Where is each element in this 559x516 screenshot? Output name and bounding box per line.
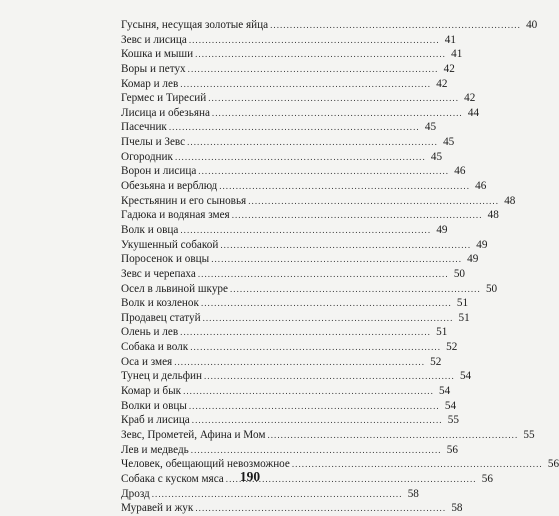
toc-entry-title: Лисица и обезьяна [121, 106, 210, 119]
toc-dot-leader [220, 238, 469, 253]
toc-entry-page: 49 [467, 253, 479, 266]
toc-dot-leader [212, 106, 461, 121]
toc-entry-page: 50 [453, 267, 466, 280]
toc-entry [121, 77, 448, 92]
toc-dot-leader [187, 135, 436, 150]
table-of-contents [121, 18, 559, 516]
toc-dot-leader [189, 33, 438, 48]
toc-entry-title: Гусыня, несущая золотые яйца [121, 19, 269, 31]
toc-entry-title: Осел в львиной шкуре [121, 282, 228, 295]
toc-entry-title: Тунец и дельфин [121, 370, 202, 383]
toc-entry-title: Пчелы и Зевс [121, 136, 186, 149]
toc-entry-title: Волк и овца [121, 223, 179, 236]
toc-entry [121, 325, 448, 340]
toc-entry-title: Гадюка и водяная змея [121, 209, 230, 222]
toc-entry [121, 428, 535, 443]
toc-dot-leader [211, 252, 460, 267]
toc-entry-title: Волки и овцы [121, 399, 187, 412]
toc-entry-title: Комар и лев [121, 77, 179, 90]
toc-entry [121, 135, 455, 150]
toc-entry [121, 33, 456, 48]
toc-entry-title: Человек, обещающий невозможное [121, 458, 290, 471]
toc-entry [121, 238, 488, 253]
toc-entry-title: Комар и бык [121, 385, 182, 398]
toc-entry [121, 194, 516, 209]
toc-entry [121, 164, 466, 179]
toc-entry [121, 267, 466, 282]
toc-entry [121, 179, 487, 194]
toc-entry [121, 223, 448, 238]
toc-dot-leader [270, 18, 519, 33]
toc-dot-leader [180, 325, 429, 340]
toc-entry [121, 208, 499, 223]
toc-entry-title: Ворон и лисица [121, 165, 197, 178]
toc-entry-page: 49 [476, 238, 488, 251]
toc-entry-page: 45 [430, 150, 443, 163]
toc-entry-page: 41 [444, 33, 456, 46]
toc-entry-page: 41 [451, 48, 463, 61]
toc-entry-title: Продавец статуй [121, 311, 201, 324]
toc-entry [121, 340, 458, 355]
toc-dot-leader [191, 443, 440, 458]
toc-entry-page: 56 [547, 458, 559, 471]
toc-dot-leader [189, 399, 438, 414]
toc-entry-title: Крестьянин и его сыновья [121, 194, 247, 207]
toc-entry-page: 42 [436, 77, 448, 90]
toc-entry-page: 42 [464, 92, 476, 105]
toc-dot-leader [190, 340, 439, 355]
toc-entry-page: 45 [424, 121, 437, 134]
toc-entry [121, 311, 470, 326]
toc-entry-title: Укушенный собакой [121, 238, 219, 251]
toc-dot-leader [201, 296, 450, 311]
toc-entry-page: 50 [485, 282, 498, 295]
toc-entry [121, 369, 472, 384]
toc-dot-leader [195, 501, 444, 516]
toc-entry [121, 487, 419, 502]
toc-entry-title: Зевс и черепаха [121, 267, 196, 280]
toc-entry [121, 18, 538, 33]
page-number: 190 [239, 469, 261, 484]
toc-entry-title: Оса и змея [121, 355, 173, 368]
toc-dot-leader [208, 91, 457, 106]
toc-entry-page: 55 [447, 414, 459, 427]
toc-entry-title: Олень и лев [121, 326, 179, 339]
toc-entry-title: Обезьяна и верблюд [121, 180, 218, 193]
toc-entry-page: 44 [467, 106, 480, 119]
toc-entry-title: Воры и петух [121, 62, 186, 75]
toc-entry-title: Гермес и Тиресий [121, 92, 207, 105]
toc-entry [121, 399, 457, 414]
toc-entry-title: Собака и волк [121, 341, 189, 354]
toc-dot-leader [180, 77, 429, 92]
toc-entry-page: 54 [439, 385, 451, 398]
toc-entry [121, 106, 480, 121]
toc-entry [121, 47, 463, 62]
toc-dot-leader [203, 311, 452, 326]
toc-entry-title: Поросенок и овцы [121, 253, 210, 266]
toc-entry-title: Лев и медведь [121, 443, 189, 456]
toc-entry-page: 52 [446, 341, 458, 354]
toc-entry-title: Муравей и жук [121, 502, 194, 515]
toc-entry [121, 150, 443, 165]
toc-entry-page: 48 [504, 194, 516, 207]
toc-entry-page: 56 [446, 443, 458, 456]
toc-entry-page: 56 [481, 472, 493, 485]
toc-entry [121, 120, 437, 135]
toc-entry-page: 52 [430, 355, 442, 368]
toc-entry [121, 296, 469, 311]
toc-entry-page: 46 [454, 165, 466, 178]
toc-dot-leader [198, 267, 447, 282]
toc-dot-leader [192, 413, 441, 428]
toc-entry-page: 54 [444, 399, 457, 412]
toc-dot-leader [230, 282, 479, 297]
toc-entry-page: 49 [436, 223, 448, 236]
toc-entry-title: Собака с куском мяса [121, 472, 224, 485]
toc-entry-title: Зевс и лисица [121, 33, 187, 46]
toc-entry-title: Пасечник [121, 121, 167, 134]
toc-dot-leader [152, 487, 401, 502]
toc-entry-page: 45 [443, 136, 455, 149]
toc-dot-leader [169, 120, 418, 135]
toc-entry [121, 443, 458, 458]
toc-entry-page: 58 [407, 487, 419, 500]
toc-dot-leader [175, 150, 424, 165]
toc-dot-leader [183, 384, 432, 399]
toc-dot-leader [219, 179, 468, 194]
toc-dot-leader [174, 355, 423, 370]
toc-entry-page: 54 [459, 370, 472, 383]
toc-entry-title: Краб и лисица [121, 414, 190, 427]
toc-entry [121, 62, 455, 77]
toc-entry-title: Дрозд [121, 487, 150, 500]
toc-entry-page: 48 [487, 209, 499, 222]
toc-entry-title: Зевс, Прометей, Афина и Мом [121, 428, 266, 441]
toc-entry-title: Огородник [121, 150, 173, 163]
toc-entry [121, 355, 442, 370]
toc-entry [121, 91, 476, 106]
toc-entry-page: 51 [456, 297, 469, 310]
toc-entry-page: 58 [451, 502, 463, 515]
toc-entry-page: 42 [443, 62, 455, 75]
toc-dot-leader [195, 47, 444, 62]
toc-entry-page: 40 [526, 19, 538, 31]
toc-entry-title: Кошка и мыши [121, 48, 194, 61]
toc-entry-page: 51 [436, 326, 448, 339]
toc-entry [121, 501, 463, 516]
toc-dot-leader [204, 369, 453, 384]
toc-entry [121, 252, 479, 267]
toc-dot-leader [198, 164, 447, 179]
toc-dot-leader [188, 62, 437, 77]
toc-entry [121, 282, 498, 297]
toc-dot-leader [232, 208, 481, 223]
toc-dot-leader [267, 428, 516, 443]
toc-entry [121, 413, 459, 428]
toc-dot-leader [180, 223, 429, 238]
toc-entry-page: 55 [523, 428, 535, 441]
toc-entry-page: 46 [475, 180, 487, 193]
toc-entry [121, 384, 451, 399]
toc-entry-page: 51 [458, 311, 470, 324]
toc-dot-leader [248, 194, 497, 209]
toc-entry-title: Волк и козленок [121, 297, 199, 310]
